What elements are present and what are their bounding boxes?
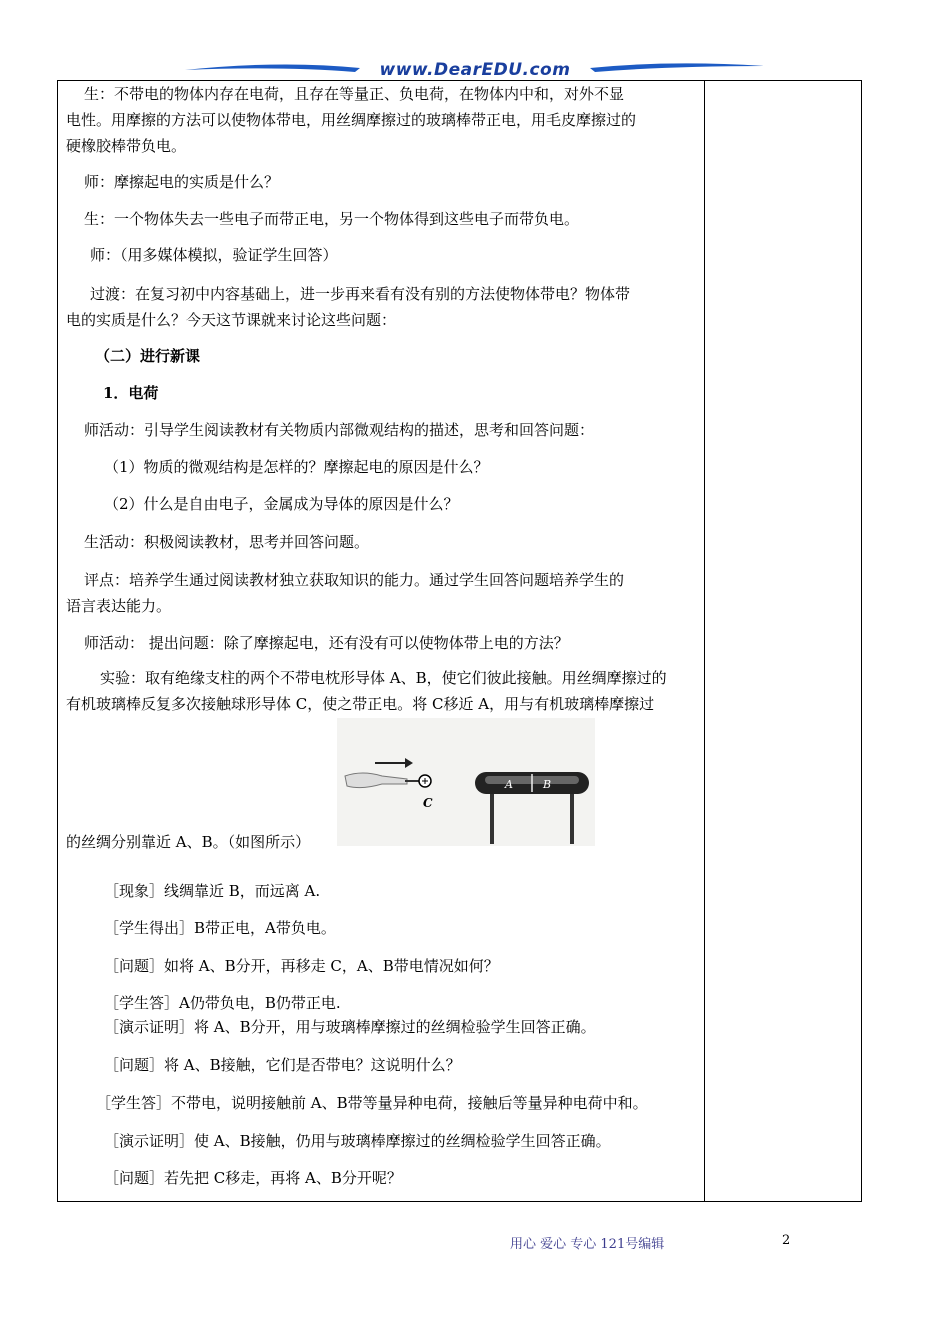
text-line: 师活动： 提出问题：除了摩擦起电，还有没有可以使物体带上电的方法？ [84,634,569,652]
text-line: 师活动：引导学生阅读教材有关物质内部微观结构的描述，思考和回答问题： [84,421,595,439]
text-line: 过渡：在复习初中内容基础上，进一步再来看有没有别的方法使物体带电？物体带 [90,285,631,303]
section-heading: （二）进行新课 [95,347,201,365]
text-line: 生：不带电的物体内存在电荷，且存在等量正、负电荷，在物体内中和，对外不显 [84,85,625,103]
text-line: 有机玻璃棒反复多次接触球形导体 C，使之带正电。将 C移近 A，用与有机玻璃棒摩擦过 [66,695,655,713]
text-line: 生：一个物体失去一些电子而带正电，另一个物体得到这些电子而带负电。 [84,210,580,228]
text-line: 生活动：积极阅读教材，思考并回答问题。 [84,533,370,551]
experiment-figure [337,718,595,846]
text-line: ［演示证明］使 A、B接触，仍用与玻璃棒摩擦过的丝绸检验学生回答正确。 [104,1132,611,1150]
question-item: （1）物质的微观结构是怎样的？摩擦起电的原因是什么？ [104,458,489,476]
text-line: 语言表达能力。 [66,597,172,615]
text-line: ［问题］将 A、B接触，它们是否带电？这说明什么？ [104,1056,461,1074]
question-item: （2）什么是自由电子，金属成为导体的原因是什么？ [104,495,459,513]
text-line: 的丝绸分别靠近 A、B。（如图所示） [66,833,311,851]
text-line: 电的实质是什么？今天这节课就来讨论这些问题： [66,311,397,329]
text-line: ［问题］如将 A、B分开，再移走 C，A、B带电情况如何？ [104,957,499,975]
label-a: A [505,778,513,791]
table-column-divider [704,80,705,1202]
text-line: ［现象］线绸靠近 B，而远离 A. [104,882,321,900]
text-line: 师：（用多媒体模拟，验证学生回答） [90,246,338,264]
page-number: 2 [782,1233,791,1248]
text-line: 实验：取有绝缘支柱的两个不带电枕形导体 A、B，使它们彼此接触。用丝绸摩擦过的 [100,669,667,687]
text-line: ［问题］若先把 C移走，再将 A、B分开呢？ [104,1169,402,1187]
text-line: ［演示证明］将 A、B分开，用与玻璃棒摩擦过的丝绸检验学生回答正确。 [104,1018,596,1036]
label-b: B [543,778,552,791]
text-line: 电性。用摩擦的方法可以使物体带电，用丝绸摩擦过的玻璃棒带正电，用毛皮摩擦过的 [66,111,637,129]
text-line: 评点：培养学生通过阅读教材独立获取知识的能力。通过学生回答问题培养学生的 [84,571,625,589]
text-line: 师：摩擦起电的实质是什么？ [84,173,280,191]
text-line: 硬橡胶棒带负电。 [66,137,187,155]
text-line: ［学生答］A仍带负电，B仍带正电. [104,994,341,1012]
text-line: ［学生答］不带电，说明接触前 A、B带等量异种电荷，接触后等量异种电荷中和。 [96,1094,648,1112]
text-line: ［学生得出］B带正电，A带负电。 [104,919,336,937]
subsection-heading: 1．电荷 [103,384,159,402]
label-c: C [423,796,433,810]
footer-text: 用心 爱心 专心 121号编辑 [510,1237,665,1252]
site-logo[interactable]: www.DearEDU.com [379,60,571,80]
